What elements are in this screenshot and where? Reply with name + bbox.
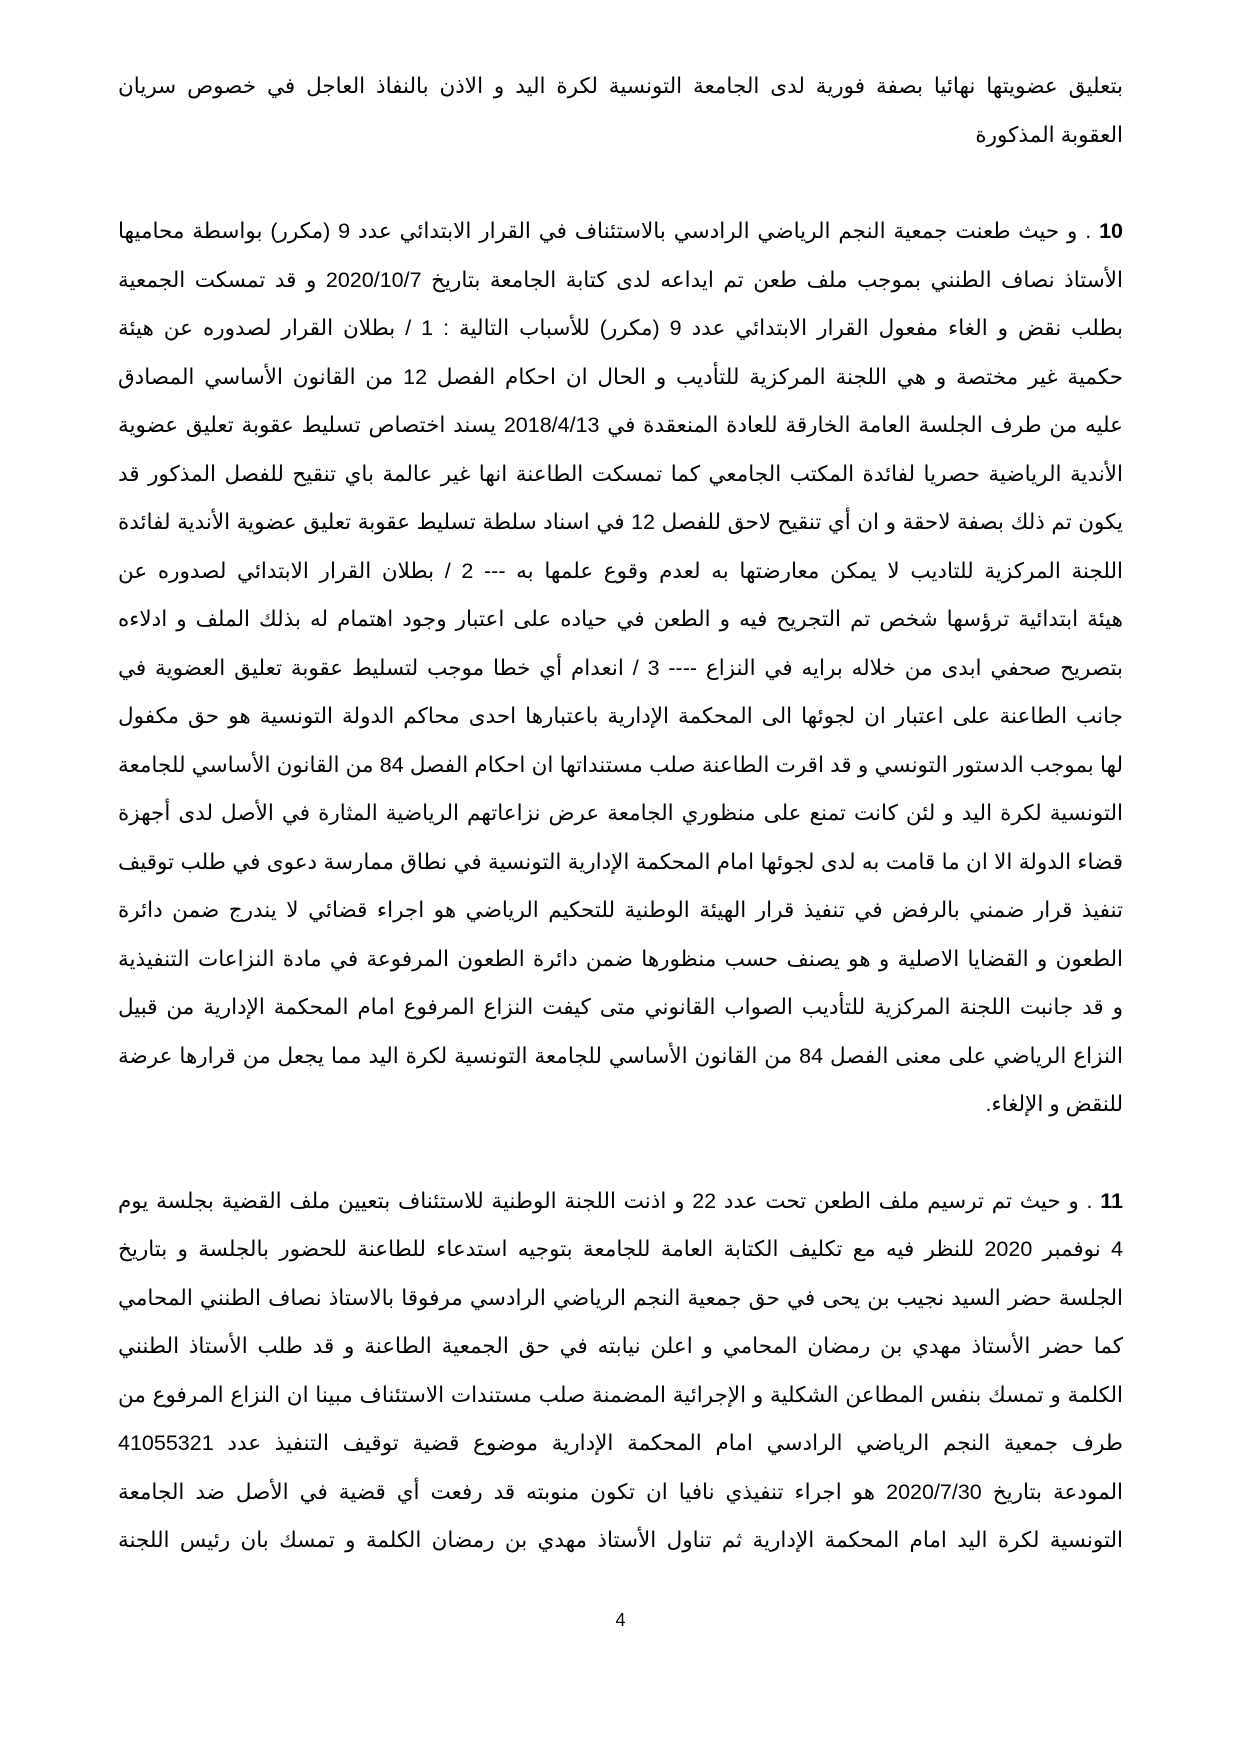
text-line [118, 207, 1123, 256]
paragraph-11 [118, 1177, 1123, 1565]
paragraph-gap [118, 1129, 1123, 1177]
text-line: الأندية الرياضية حصريا لفائدة المكتب الجامعي كما تمسكت الطاعنة انها غير عالمة باي تنقيح للفصل المذكور قد [118, 461, 1123, 486]
text-line-content: . و حيث تم ترسيم ملف الطعن تحت عدد 22 و اذنت اللجنة الوطنية للاستئناف بتعيين ملف القضية بجلسة يوم [118, 1188, 1093, 1213]
text-line: العقوبة المذكورة [975, 122, 1123, 147]
text-line: و قد جانبت اللجنة المركزية للتأديب الصواب القانوني متى كيفت النزاع المرفوع امام المحكمة الإدارية من قبيل [118, 995, 1123, 1019]
text-line: الأستاذ نصاف الطنني بموجب ملف طعن تم ايداعه لدى كتابة الجامعة بتاريخ 2020/10/7 و قد تمسكت الجمعية [118, 267, 1123, 292]
text-line: الجلسة حضر السيد نجيب بن يحى في حق جمعية النجم الرياضي الرادسي مرفوقا بالاستاذ نصاف الطنني المحامي [118, 1285, 1123, 1310]
text-line: 4 نوفمبر 2020 للنظر فيه مع تكليف الكتابة العامة للجامعة بتوجيه استدعاء للطاعنة للحضور بالجلسة و بتاريخ [118, 1237, 1123, 1261]
paragraph-number: 11 [1100, 1188, 1123, 1213]
text-line: بتصريح صحفي ابدى من خلاله برايه في النزاع ---- 3 / انعدام أي خطا موجب لتسليط عقوبة تعليق العضوية في [118, 655, 1124, 680]
text-line: يكون تم ذلك بصفة لاحقة و ان أي تنقيح لاحق للفصل 12 في اسناد سلطة تسليط عقوبة تعليق عضوية الأندية لفائدة [118, 510, 1123, 534]
text-line: الكلمة و تمسك بنفس المطاعن الشكلية و الإجرائية المضمنة صلب مستندات الاستئناف مبينا ان النزاع المرفوع من [118, 1382, 1123, 1407]
text-line: الطعون و القضايا الاصلية و هو يصنف حسب منظورها ضمن دائرة الطعون المرفوعة في مادة النزاعات التنفيذية [118, 946, 1123, 971]
text-line: تنفيذ قرار ضمني بالرفض في تنفيذ قرار الهيئة الوطنية للتحكيم الرياضي هو اجراء قضائي لا يندرج ضمن دائرة [118, 898, 1123, 922]
paragraph-10 [118, 207, 1123, 1129]
paragraph-gap [118, 159, 1123, 207]
text-line: لها بموجب الدستور التونسي و قد اقرت الطاعنة صلب مستنداتها ان احكام الفصل 84 من القانون الأساسي للجامعة [118, 752, 1123, 777]
paragraph-number: 10 [1099, 219, 1124, 243]
text-line-content: . و حيث طعنت جمعية النجم الرياضي الرادسي بالاستئناف في القرار الابتدائي عدد 9 (مكرر) بواسطة محاميها [118, 219, 1092, 243]
text-line: النزاع الرياضي على معنى الفصل 84 من القانون الأساسي للجامعة التونسية لكرة اليد مما يجعل من قرارها عرضة [118, 1043, 1123, 1068]
document-page [118, 62, 1123, 1565]
text-line [118, 1177, 1123, 1226]
text-line: المودعة بتاريخ 2020/7/30 هو اجراء تنفيذي نافيا ان تكون منوبته قد رفعت أي قضية في الأصل ضد الجامعة [118, 1479, 1123, 1504]
text-line: جانب الطاعنة على اعتبار ان لجوئها الى المحكمة الإدارية باعتبارها احدى محاكم الدولة التونسية هو حق مكفول [118, 704, 1123, 728]
paragraph-continuation [118, 62, 1123, 159]
text-line: هيئة ابتدائية ترؤسها شخص تم التجريح فيه و الطعن في حياده على اعتبار وجود اهتمام له بذلك الملف و ادلاءه [118, 607, 1123, 631]
page-number: 4 [615, 1610, 626, 1630]
text-line: كما حضر الأستاذ مهدي بن رمضان المحامي و اعلن نيابته في حق الجمعية الطاعنة و قد طلب الأستاذ الطنني [118, 1334, 1123, 1358]
text-line: طرف جمعية النجم الرياضي الرادسي امام المحكمة الإدارية موضوع قضية توقيف التنفيذ عدد 41055321 [118, 1431, 1123, 1455]
text-line: التونسية لكرة اليد امام المحكمة الإدارية ثم تناول الأستاذ مهدي بن رمضان الكلمة و تمسك بان رئيس اللجنة [118, 1528, 1123, 1552]
text-line: عليه من طرف الجلسة العامة الخارقة للعادة المنعقدة في 2018/4/13 يسند اختصاص تسليط عقوبة تعليق عضوية [118, 413, 1124, 437]
text-line: التونسية لكرة اليد و لئن كانت تمنع على منظوري الجامعة عرض نزاعاتهم الرياضية المثارة في الأصل لدى أجهزة [118, 801, 1123, 825]
text-line: للنقض و الإلغاء. [985, 1092, 1123, 1116]
text-line: بتعليق عضويتها نهائيا بصفة فورية لدى الجامعة التونسية لكرة اليد و الاذن بالنفاذ العاجل في خصوص سريان [118, 74, 1123, 98]
text-line: بطلب نقض و الغاء مفعول القرار الابتدائي عدد 9 (مكرر) للأسباب التالية : 1 / بطلان القرار لصدوره عن هيئة [118, 316, 1123, 340]
text-line: حكمية غير مختصة و هي اللجنة المركزية للتأديب و الحال ان احكام الفصل 12 من القانون الأساسي المصادق [118, 364, 1124, 389]
text-line: اللجنة المركزية للتاديب لا يمكن معارضتها به لعدم وقوع علمها به --- 2 / بطلان القرار الابتدائي لصدوره عن [118, 558, 1123, 583]
text-line: قضاء الدولة الا ان ما قامت به لدى لجوئها امام المحكمة الإدارية التونسية في نطاق ممارسة دعوى في طلب توقيف [118, 849, 1123, 874]
